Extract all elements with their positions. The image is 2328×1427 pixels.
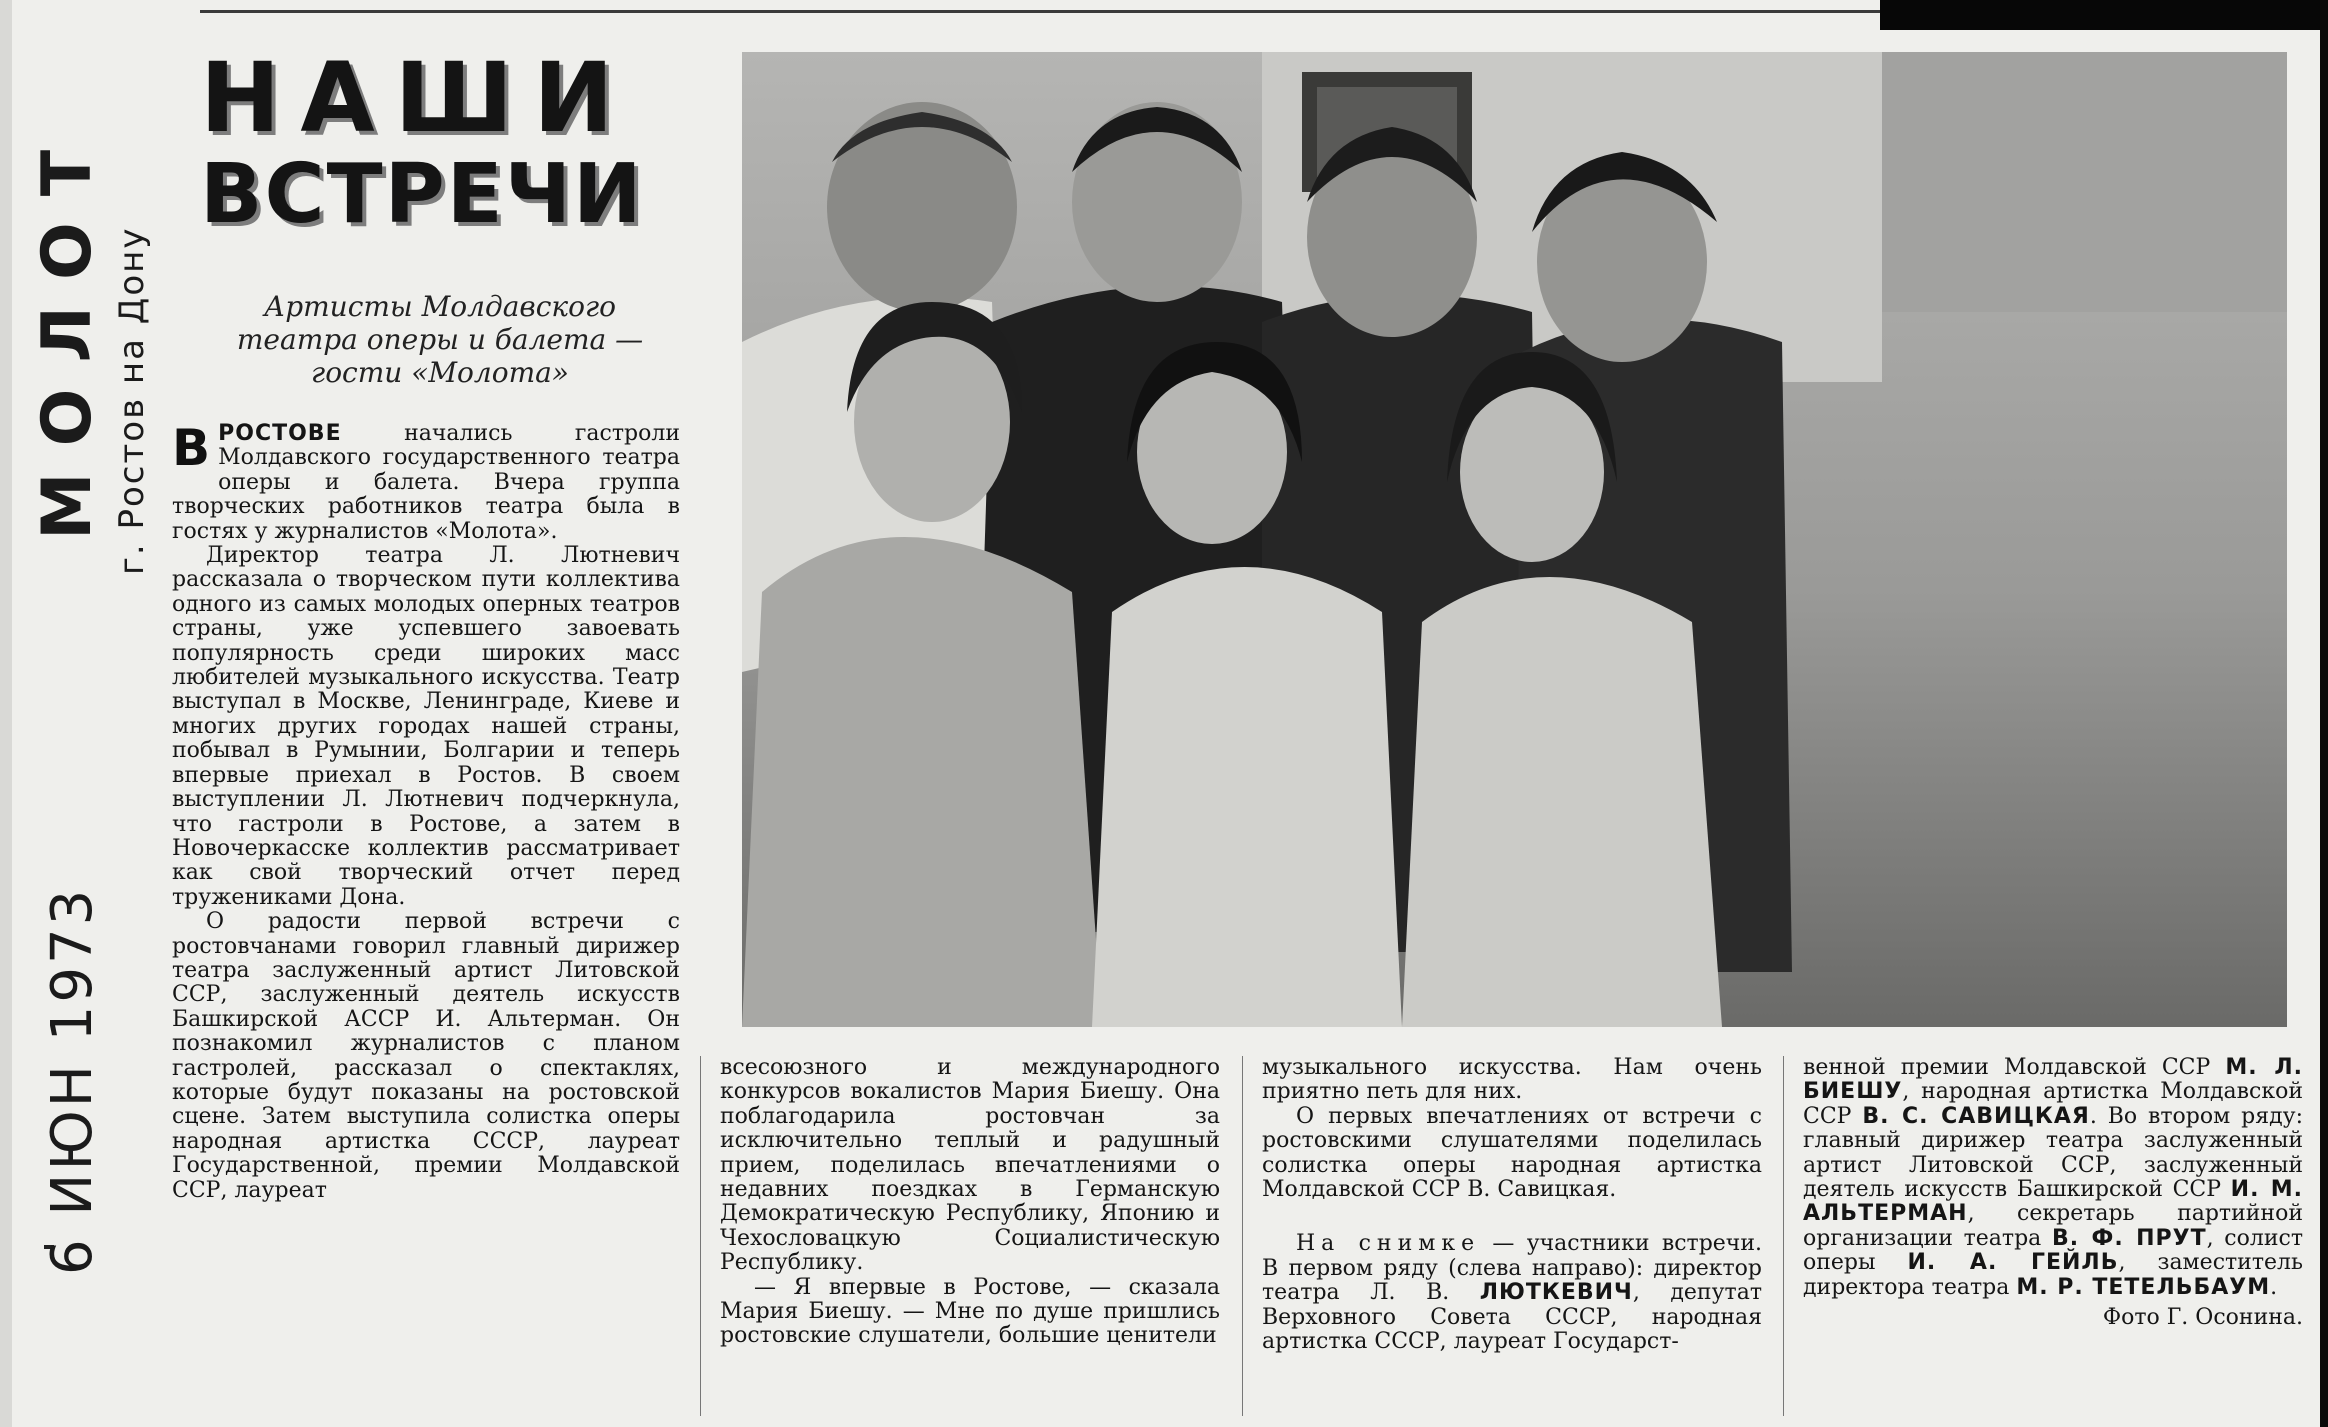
intro-text: начались гастроли Молдавского государственного театра оперы и балета. Вчера группа творческих работников театра была в гостях у журналистов «Молота».	[172, 421, 680, 544]
caption-lead: На снимке	[1296, 1231, 1481, 1257]
caption-text: , солист оперы	[1803, 1225, 2303, 1276]
paragraph-savitskaya: О первых впечатлениях от встречи с ростовскими слушателями поделилась солистка оперы народная артистка Молдавской ССР В. Савицкая.	[1262, 1103, 1762, 1203]
name-tetelbaum: М. Р. ТЕТЕЛЬБАУМ	[2016, 1274, 2271, 1300]
top-rule	[200, 10, 1880, 13]
dropcap: В	[172, 419, 211, 477]
paragraph-conductor: О радости первой встречи с ростовчанами говорил главный дирижер театра заслуженный артист Литовской ССР, заслуженный деятель искусств Башкирской АССР И. Альтерман. Он познакомил журналистов с планом гастролей, рассказал о спектаклях, которые будут показаны на ростовской сцене. Затем выступила солистка оперы народная артистка СССР, лауреат Государственной, премии Молдавской ССР, лауреат	[172, 909, 680, 1203]
paper-edge	[0, 0, 12, 1427]
stamp-date: 6 ИЮН 1973	[40, 886, 105, 1275]
paragraph-director: Директор театра Л. Лютневич рассказала о творческом пути коллектива одного из самых молодых оперных театров страны, уже успевшего завоевать популярность среди широких масс любителей музыкального искусства. Театр выступал в Москве, Ленинграде, Киеве и многих других городах нашей страны, побывал в Румынии, Болгарии и теперь впервые приехал в Ростов. В своем выступлении Л. Лютневич подчеркнула, что гастроли в Ростове, а затем в Новочеркасске коллектив рассматривает как свой творческий отчет перед тружениками Дона.	[172, 543, 680, 910]
photo-credit: Фото Г. Осонина.	[2102, 1305, 2303, 1331]
article-column-3	[1262, 1056, 1762, 1354]
column-divider	[1783, 1056, 1784, 1416]
intro-lead-word: РОСТОВЕ	[218, 421, 342, 446]
name-prut: В. Ф. ПРУТ	[2052, 1225, 2207, 1251]
group-photo-illustration	[742, 52, 2287, 1027]
stamp-city: г. Ростов на Дону	[112, 226, 152, 575]
name-alterman: И. М. АЛЬТЕРМАН	[1803, 1177, 2303, 1227]
caption-text: венной премии Молдавской ССР	[1803, 1055, 2226, 1080]
photo-caption-start	[1262, 1232, 1762, 1354]
caption-text: .	[2270, 1274, 2278, 1300]
column-divider	[1242, 1056, 1243, 1416]
paragraph-quote: — Я впервые в Ростове, — сказала Мария Биешу. — Мне по душе пришлись ростовские слушатели, большие ценители	[720, 1274, 1220, 1349]
headline-line-1: НАШИ	[200, 42, 634, 154]
caption-text: , народная артистка Молдавской ССР	[1803, 1079, 2303, 1129]
subheadline: Артисты Молдавского театра оперы и балета — гости «Молота»	[236, 290, 644, 389]
paragraph-bieshu: всесоюзного и международного конкурсов вокалистов Мария Биешу. Она поблагодарила ростовчан за исключительно теплый и радушный прием, поделилась впечатлениями о недавних поездках в Германскую Демократическую Республику, Японию и Чехословацкую Социалистическую Республику.	[720, 1055, 1220, 1276]
article-column-2	[720, 1056, 1220, 1349]
caption-text: , заместитель директора театра	[1803, 1250, 2303, 1300]
name-savitskaya: В. С. САВИЦКАЯ	[1862, 1103, 2090, 1129]
caption-text: — участники встречи. В первом ряду (слева направо): директор театра Л. В.	[1262, 1231, 1763, 1306]
paragraph-intro	[172, 419, 680, 544]
column-divider	[700, 1056, 701, 1416]
caption-text-tail: , депутат Верховного Совета СССР, народная артистка СССР, лауреат Государст-	[1262, 1280, 1762, 1355]
scan-border	[1880, 0, 2328, 30]
photo-caption-continued	[1803, 1056, 2303, 1300]
scan-border-right	[2320, 0, 2328, 1427]
group-photo	[742, 52, 2287, 1027]
headline	[200, 42, 680, 242]
article-column-4	[1803, 1056, 2303, 1330]
name-bieshu: М. Л. БИЕШУ	[1803, 1055, 2303, 1105]
stamp-newspaper-name: МОЛОТ	[28, 123, 107, 540]
name-lyutkevich: ЛЮТКЕВИЧ	[1479, 1280, 1633, 1306]
caption-text: . Во втором ряду: главный дирижер театра заслуженный артист Литовской ССР, заслуженный деятель искусств Башкирской ССР	[1803, 1103, 2303, 1203]
headline-line-2: ВСТРЕЧИ	[200, 147, 644, 242]
name-geil: И. А. ГЕЙЛЬ	[1907, 1250, 2119, 1276]
caption-text: , секретарь партийной организации театра	[1803, 1201, 2303, 1251]
paragraph-quote-end: музыкального искусства. Нам очень приятно петь для них.	[1262, 1055, 1762, 1105]
article-column-1	[172, 419, 680, 1203]
